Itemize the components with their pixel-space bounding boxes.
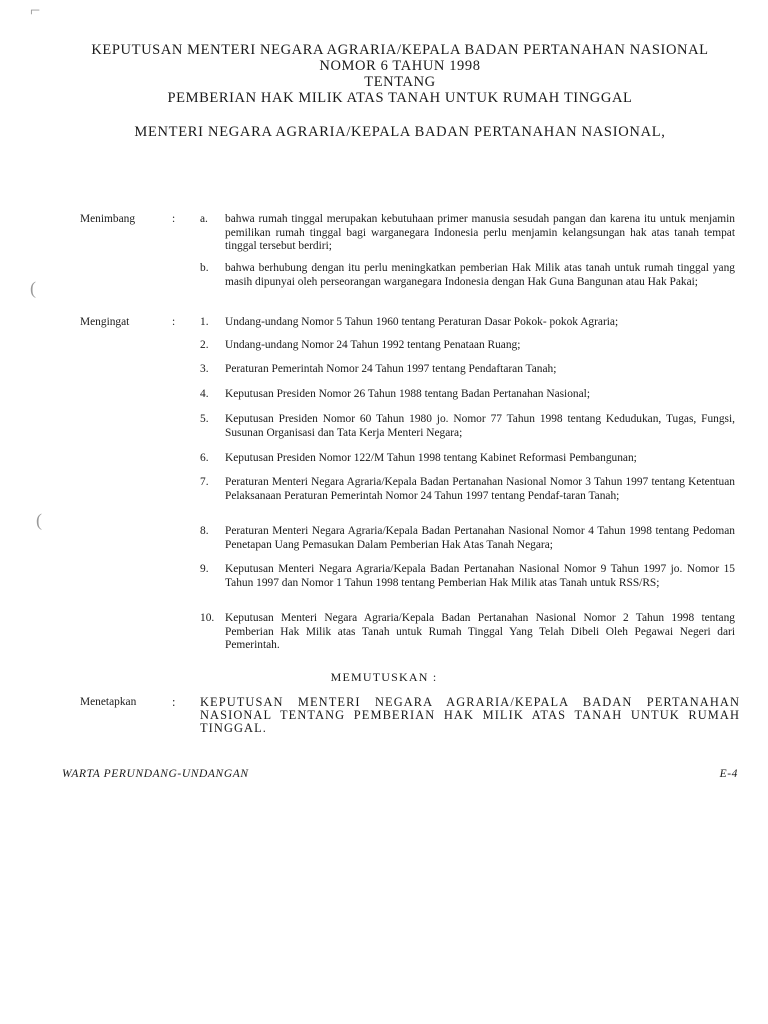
item-text: Keputusan Menteri Negara Agraria/Kepala Badan Pertanahan Nasional Nomor 2 Tahun 1998 tentang Pemberian Hak Milik atas Tanah untuk Rumah Tinggal Yang Telah Dibeli Oleh Pegawai Negeri dari Pemerintah. bbox=[225, 612, 735, 652]
menetapkan-label: Menetapkan bbox=[80, 696, 137, 708]
title-line-1: KEPUTUSAN MENTERI NEGARA AGRARIA/KEPALA BADAN PERTANAHAN NASIONAL bbox=[91, 42, 709, 58]
page-footer bbox=[62, 768, 738, 780]
colon: : bbox=[172, 695, 176, 709]
item-text: Keputusan Menteri Negara Agraria/Kepala Badan Pertanahan Nasional Nomor 9 Tahun 1997 jo. Nomor 15 Tahun 1997 dan Nomor 1 Tahun 1998 tentang Pemberian Hak Milik atas Tanah untuk RSS/RS; bbox=[225, 563, 735, 589]
item-text: Undang-undang Nomor 24 Tahun 1992 tentang Penataan Ruang; bbox=[225, 339, 521, 351]
item-number: a. bbox=[200, 213, 208, 225]
item-number: 9. bbox=[200, 563, 209, 575]
item-text: Keputusan Presiden Nomor 26 Tahun 1988 tentang Badan Pertanahan Nasional; bbox=[225, 388, 590, 400]
colon: : bbox=[172, 316, 176, 328]
item-text: Peraturan Menteri Negara Agraria/Kepala Badan Pertanahan Nasional Nomor 4 Tahun 1998 tentang Pedoman Penetapan Uang Pemasukan Dalam Pemberian Hak Atas Tanah Negara; bbox=[225, 525, 735, 551]
item-number: 8. bbox=[200, 525, 209, 537]
scan-mark: ( bbox=[30, 278, 36, 298]
minister-line: MENTERI NEGARA AGRARIA/KEPALA BADAN PERTANAHAN NASIONAL, bbox=[134, 124, 666, 140]
item-number: 6. bbox=[200, 452, 209, 464]
item-text: bahwa berhubung dengan itu perlu meningkatkan pemberian Hak Milik atas tanah untuk rumah tinggal yang masih dipunyai oleh perseorangan warganegara Indonesia dengan Hak Guna Bangunan atau Hak Pakai; bbox=[225, 262, 735, 288]
item-number: 2. bbox=[200, 339, 209, 351]
item-number: 1. bbox=[200, 316, 209, 328]
item-number: 10. bbox=[200, 612, 215, 624]
document-header bbox=[60, 42, 740, 141]
item-number: 3. bbox=[200, 363, 209, 375]
page-number: E-4 bbox=[719, 768, 738, 780]
title-line-4: PEMBERIAN HAK MILIK ATAS TANAH UNTUK RUMAH TINGGAL bbox=[167, 90, 633, 106]
item-text: Keputusan Presiden Nomor 122/M Tahun 1998 tentang Kabinet Reformasi Pembangunan; bbox=[225, 452, 637, 464]
item-text: bahwa rumah tinggal merupakan kebutuhaan primer manusia sesudah pangan dan karena itu untuk menjamin pemilikan rumah tinggal bagi warganegara Indonesia perlu menjamin kelangsungan hak atas tanah tempat tinggal tersebut berdiri; bbox=[225, 213, 735, 253]
title-line-2: NOMOR 6 TAHUN 1998 bbox=[319, 58, 481, 74]
colon: : bbox=[172, 213, 176, 225]
item-text: Peraturan Menteri Negara Agraria/Kepala Badan Pertanahan Nasional Nomor 3 Tahun 1997 tentang Ketentuan Pelaksanaan Peraturan Pemerintah Nomor 24 Tahun 1997 tentang Pendaf-taran Tanah; bbox=[225, 476, 735, 502]
item-text: Keputusan Presiden Nomor 60 Tahun 1980 jo. Nomor 77 Tahun 1998 tentang Kedudukan, Tugas, Fungsi, Susunan Organisasi dan Tata Kerja Menteri Negara; bbox=[225, 413, 735, 439]
item-number: 5. bbox=[200, 413, 209, 425]
item-number: 4. bbox=[200, 388, 209, 400]
scan-mark: ⌐ bbox=[30, 0, 41, 20]
memutuskan-heading: MEMUTUSKAN : bbox=[330, 670, 438, 684]
footer-publication: WARTA PERUNDANG-UNDANGAN bbox=[62, 768, 249, 780]
item-number: 7. bbox=[200, 476, 209, 488]
item-text: Undang-undang Nomor 5 Tahun 1960 tentang Peraturan Dasar Pokok- pokok Agraria; bbox=[225, 316, 619, 328]
item-text: Peraturan Pemerintah Nomor 24 Tahun 1997 tentang Pendaftaran Tanah; bbox=[225, 363, 557, 375]
mengingat-label: Mengingat bbox=[80, 316, 130, 328]
title-line-3: TENTANG bbox=[364, 74, 436, 90]
scan-mark: ( bbox=[36, 510, 42, 530]
menimbang-label: Menimbang bbox=[80, 213, 136, 225]
menetapkan-text: KEPUTUSAN MENTERI NEGARA AGRARIA/KEPALA BADAN PERTANAHAN NASIONAL TENTANG PEMBERIAN HAK MILIK ATAS TANAH UNTUK RUMAH TINGGAL. bbox=[200, 695, 740, 735]
item-number: b. bbox=[200, 262, 209, 274]
